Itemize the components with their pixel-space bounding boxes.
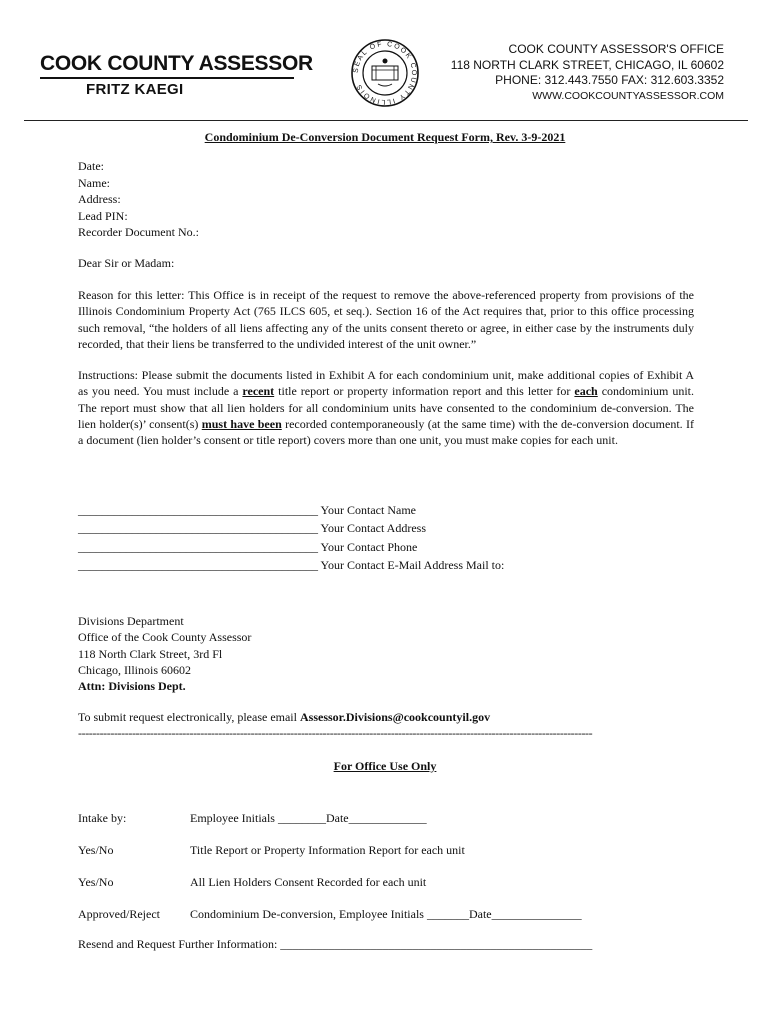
county-seal-icon: [350, 38, 420, 108]
field-lead-pin: Lead PIN:: [78, 208, 128, 223]
request-fields: [78, 158, 199, 241]
org-name: COOK COUNTY ASSESSOR: [40, 52, 313, 75]
instructions-text-2: title report or property information report and this letter for: [274, 384, 575, 399]
salutation: Dear Sir or Madam:: [78, 256, 175, 270]
office-contact-block: [451, 42, 724, 104]
instructions-emphasis-each: each: [574, 384, 598, 399]
field-name: Name:: [78, 175, 110, 190]
email-prefix: To submit request electronically, please email: [78, 710, 300, 724]
office-phone-fax: PHONE: 312.443.7550 FAX: 312.603.3352: [495, 73, 724, 87]
office-row-label: Approved/Reject: [78, 907, 160, 921]
field-date: Date:: [78, 159, 104, 173]
mail-attn: Attn: Divisions Dept.: [78, 679, 186, 694]
office-use-title: For Office Use Only: [333, 759, 437, 773]
contact-email-blank[interactable]: ________________________________________: [78, 558, 318, 573]
contact-address-blank[interactable]: ________________________________________: [78, 521, 318, 536]
brand-underline: [40, 77, 294, 79]
contact-lines: [78, 501, 504, 575]
office-row-title-report: [78, 843, 465, 858]
instructions-text-4: recorded contemporaneously (at the same time) with the de-conversion document. If a document (lien holder’s consent or title report) covers more than one unit, you must make copies for each unit.: [78, 416, 694, 448]
office-row-text: Employee Initials ________Date_____________: [190, 811, 427, 825]
contact-phone-blank[interactable]: ________________________________________: [78, 539, 318, 554]
office-row-text: All Lien Holders Consent Recorded for each unit: [190, 875, 427, 889]
contact-phone-label: Your Contact Phone: [318, 539, 418, 554]
contact-email-line: [78, 556, 504, 574]
instructions-emphasis-recent: recent: [242, 384, 275, 399]
instructions-text-3: condominium unit. The report must show that all lien holders for all condominium units have consented to the condominium de-conversion. The lien holder(s)’ consent(s): [78, 384, 694, 431]
mail-line-2: Office of the Cook County Assessor: [78, 630, 252, 645]
contact-name-line: [78, 501, 504, 519]
resend-request-line: Resend and Request Further Information: ____________________________________________________: [78, 937, 593, 951]
reason-paragraph: Reason for this letter: This Office is in receipt of the request to remove the above-referenced property from provisions of the Illinois Condominium Property Act (765 ILCS 605, et seq.). Section 16 of the Act requires that, prior to this office processing such removal, “the holders of all liens affecting any of the units consent thereto or agree, in either case by the instruments duly recorded, that their liens be transferred to the undivided interest of the unit owner.”: [78, 288, 694, 351]
office-website-link[interactable]: WWW.COOKCOUNTYASSESSOR.COM: [532, 89, 724, 102]
form-title: Condominium De-Conversion Document Request Form, Rev. 3-9-2021: [204, 130, 566, 144]
mailing-address: [78, 613, 251, 694]
office-row-label: Yes/No: [78, 875, 114, 889]
mail-line-3: 118 North Clark Street, 3rd Fl: [78, 646, 223, 661]
contact-phone-line: [78, 538, 504, 556]
mail-line-1: Divisions Department: [78, 614, 184, 628]
office-address: 118 NORTH CLARK STREET, CHICAGO, IL 60602: [450, 57, 724, 72]
office-row-label: Yes/No: [78, 843, 114, 857]
contact-name-blank[interactable]: ________________________________________: [78, 503, 318, 517]
header-divider: [24, 120, 748, 121]
email-link[interactable]: Assessor.Divisions@cookcountyil.gov: [299, 710, 491, 724]
office-name: COOK COUNTY ASSESSOR'S OFFICE: [508, 42, 724, 56]
field-recorder-doc-no: Recorder Document No.:: [78, 225, 199, 239]
office-row-text: Title Report or Property Information Report for each unit: [190, 843, 465, 857]
field-address: Address:: [78, 192, 121, 206]
dashed-divider: -----------------------------------------------------------------------------------------------------------------------------------------------: [78, 726, 593, 740]
contact-name-label: Your Contact Name: [318, 503, 416, 517]
contact-address-label: Your Contact Address: [318, 521, 427, 536]
contact-email-label: Your Contact E-Mail Address Mail to:: [318, 558, 505, 573]
assessor-name: FRITZ KAEGI: [86, 81, 184, 98]
instructions-emphasis-must-have-been: must have been: [201, 416, 282, 431]
instructions-paragraph: [78, 367, 694, 448]
seal-text: SEAL OF COOK COUNTY ILLINOIS: [352, 40, 418, 106]
office-row-lien-consent: [78, 875, 426, 890]
email-instruction: [78, 710, 490, 725]
contact-address-line: [78, 519, 504, 537]
mail-line-4: Chicago, Illinois 60602: [78, 662, 191, 677]
office-row-approved: [78, 907, 582, 922]
office-row-text: Condominium De-conversion, Employee Initials _______Date_______________: [190, 907, 582, 921]
office-row-label: Intake by:: [78, 811, 127, 825]
instructions-text-1: Instructions: Please submit the documents listed in Exhibit A for each condominium unit, make additional copies of Exhibit A as you need. You must include a: [78, 368, 694, 399]
office-row-intake: [78, 811, 427, 826]
